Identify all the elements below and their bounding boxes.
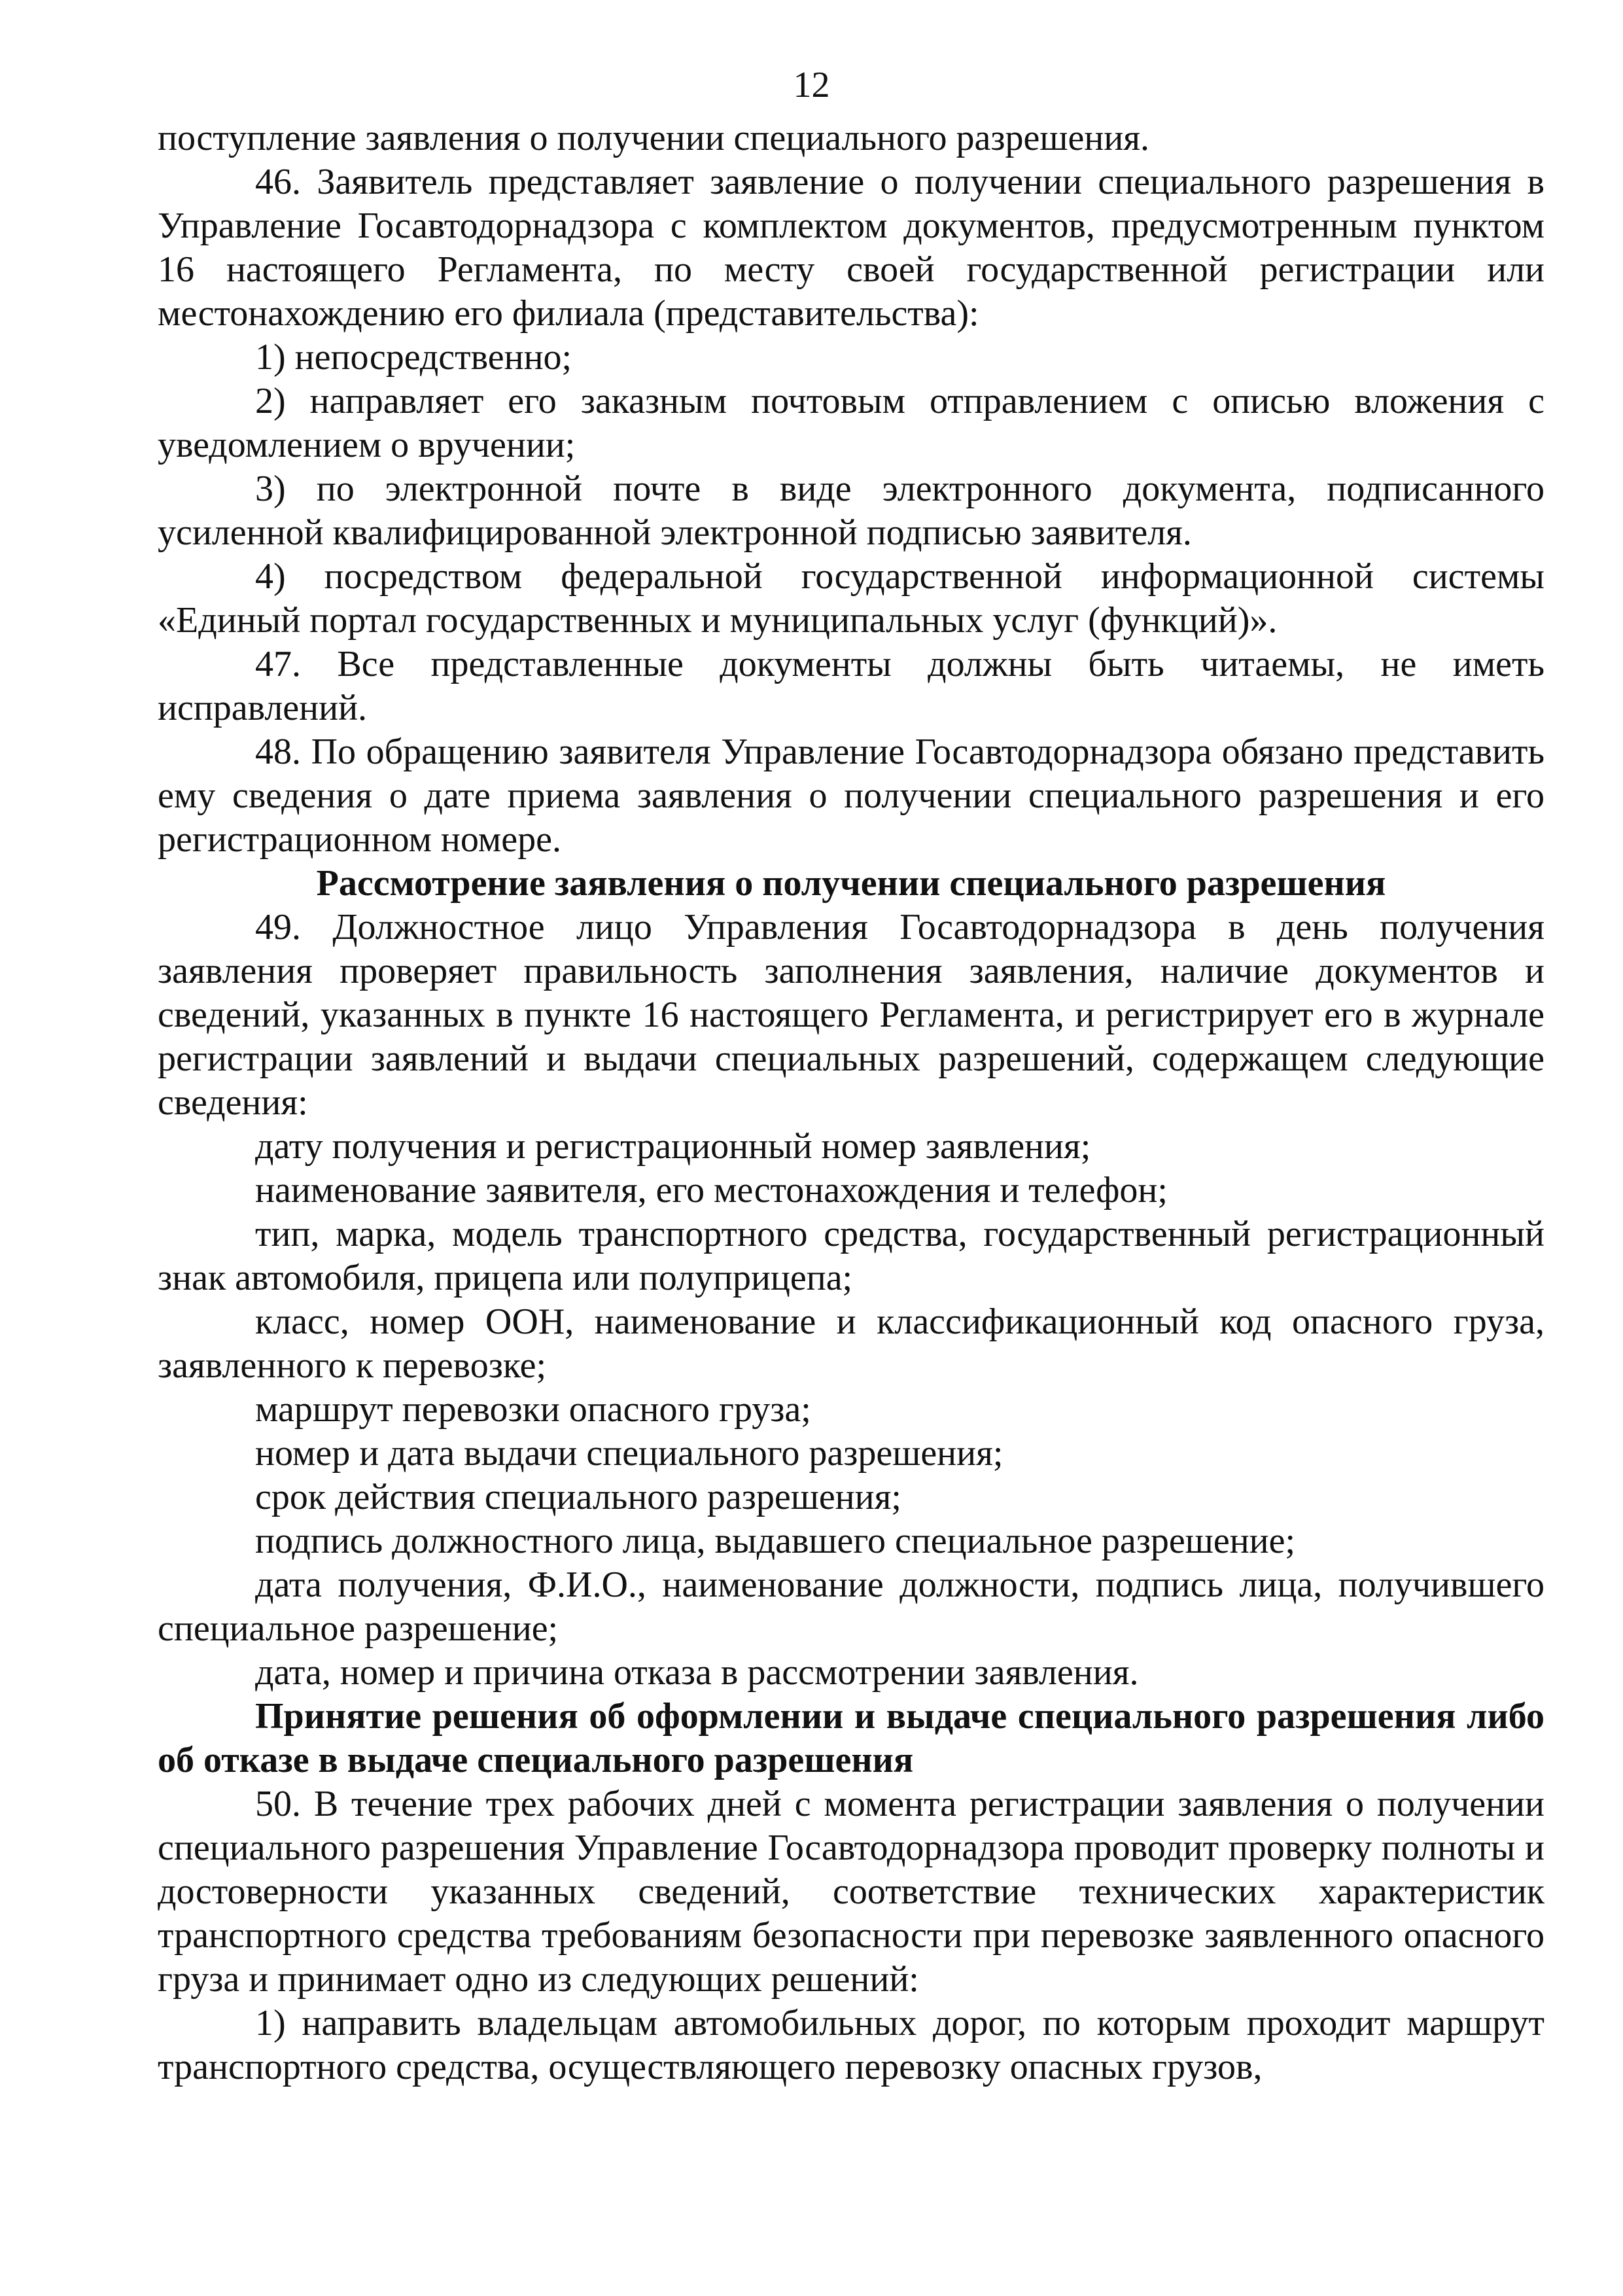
paragraph-item-47: 47. Все представленные документы должны быть читаемы, не иметь исправлений.: [158, 644, 1544, 728]
list-item: 1) направить владельцам автомобильных дорог, по которым проходит маршрут транспортного средства, осуществляющего перевозку опасных грузов,: [158, 2003, 1544, 2087]
document-body: [158, 116, 1544, 2089]
page-number: 12: [793, 65, 830, 105]
section-heading: Рассмотрение заявления о получении специального разрешения: [316, 863, 1386, 904]
paragraph-item-48: 48. По обращению заявителя Управление Госавтодорнадзора обязано представить ему сведения о дате приема заявления о получении специального разрешения и его регистрационном номере.: [158, 732, 1544, 860]
list-item: номер и дата выдачи специального разрешения;: [255, 1433, 1003, 1474]
paragraph-item-46: 46. Заявитель представляет заявление о получении специального разрешения в Управление Госавтодорнадзора с комплектом документов, предусмотренным пунктом 16 настоящего Регламента, по месту своей государственной регистрации или местонахождению его филиала (представительства):: [158, 162, 1544, 334]
list-item: срок действия специального разрешения;: [255, 1477, 901, 1517]
paragraph-continuation: поступление заявления о получении специального разрешения.: [158, 118, 1150, 158]
list-item: 3) по электронной почте в виде электронного документа, подписанного усиленной квалифицированной электронной подписью заявителя.: [158, 468, 1544, 553]
list-item: 4) посредством федеральной государственной информационной системы «Единый портал государственных и муниципальных услуг (функций)».: [158, 556, 1544, 641]
paragraph-item-49: 49. Должностное лицо Управления Госавтодорнадзора в день получения заявления проверяет правильность заполнения заявления, наличие документов и сведений, указанных в пункте 16 настоящего Регламента, и регистрирует его в журнале регистрации заявлений и выдачи специальных разрешений, содержащем следующие сведения:: [158, 907, 1544, 1123]
section-heading: Принятие решения об оформлении и выдаче специального разрешения либо об отказе в выдаче специального разрешения: [158, 1696, 1544, 1780]
list-item: дата получения, Ф.И.О., наименование должности, подпись лица, получившего специальное разрешение;: [158, 1564, 1544, 1649]
list-item: дата, номер и причина отказа в рассмотрении заявления.: [255, 1652, 1139, 1693]
list-item: 1) непосредственно;: [255, 337, 572, 378]
list-item: дату получения и регистрационный номер заявления;: [255, 1126, 1091, 1167]
list-item: класс, номер ООН, наименование и классификационный код опасного груза, заявленного к перевозке;: [158, 1301, 1544, 1386]
paragraph-item-50: 50. В течение трех рабочих дней с момента регистрации заявления о получении специального разрешения Управление Госавтодорнадзора проводит проверку полноты и достоверности указанных сведений, соответствие технических характеристик транспортного средства требованиям безопасности при перевозке заявленного опасного груза и принимает одно из следующих решений:: [158, 1784, 1544, 2000]
list-item: маршрут перевозки опасного груза;: [255, 1389, 811, 1430]
list-item: тип, марка, модель транспортного средства, государственный регистрационный знак автомобиля, прицепа или полуприцепа;: [158, 1214, 1544, 1298]
list-item: 2) направляет его заказным почтовым отправлением с описью вложения с уведомлением о вручении;: [158, 381, 1544, 465]
list-item: наименование заявителя, его местонахождения и телефон;: [255, 1170, 1168, 1210]
list-item: подпись должностного лица, выдавшего специальное разрешение;: [255, 1521, 1296, 1561]
